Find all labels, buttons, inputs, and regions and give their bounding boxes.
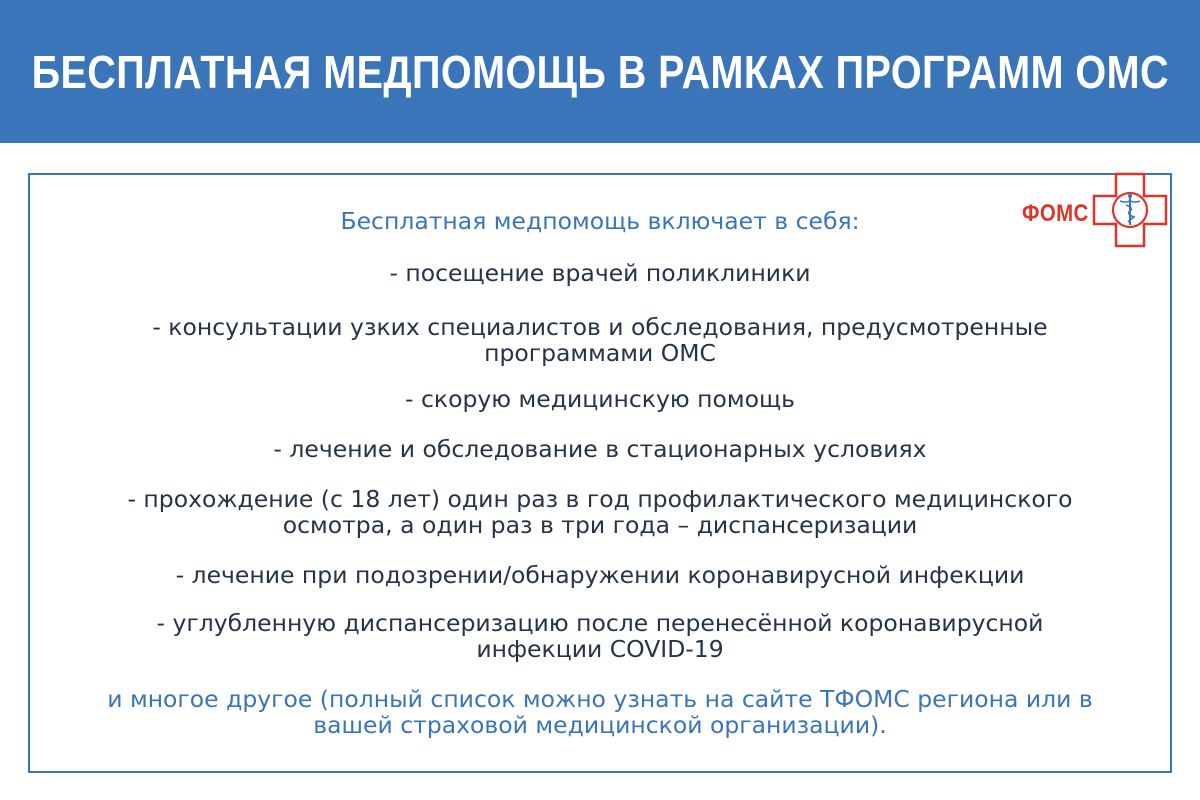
list-item: - скорую медицинскую помощь	[405, 385, 795, 413]
list-item: - углубленную диспансеризацию после перенесённой коронавирусной инфекции COVID-19	[156, 609, 1044, 663]
logo-text: ФОМС	[1022, 200, 1089, 227]
intro-text: Бесплатная медпомощь включает в себя:	[340, 207, 860, 235]
list-item: - консультации узких специалистов и обследования, предусмотренные программами ОМС	[152, 313, 1048, 367]
header-banner	[0, 0, 1200, 143]
footer-note: и многое другое (полный список можно узнать на сайте ТФОМС региона или в вашей страховой медицинской организации).	[107, 685, 1093, 739]
list-item: - лечение при подозрении/обнаружении коронавирусной инфекции	[175, 561, 1025, 589]
page-title: БЕСПЛАТНАЯ МЕДПОМОЩЬ В РАМКАХ ПРОГРАММ ОМС	[31, 45, 1169, 98]
list-item: - посещение врачей поликлиники	[389, 259, 811, 287]
list-item: - лечение и обследование в стационарных условиях	[273, 435, 927, 463]
list-item: - прохождение (с 18 лет) один раз в год профилактического медицинского осмотра, а один раз в три года – диспансеризации	[127, 485, 1073, 539]
